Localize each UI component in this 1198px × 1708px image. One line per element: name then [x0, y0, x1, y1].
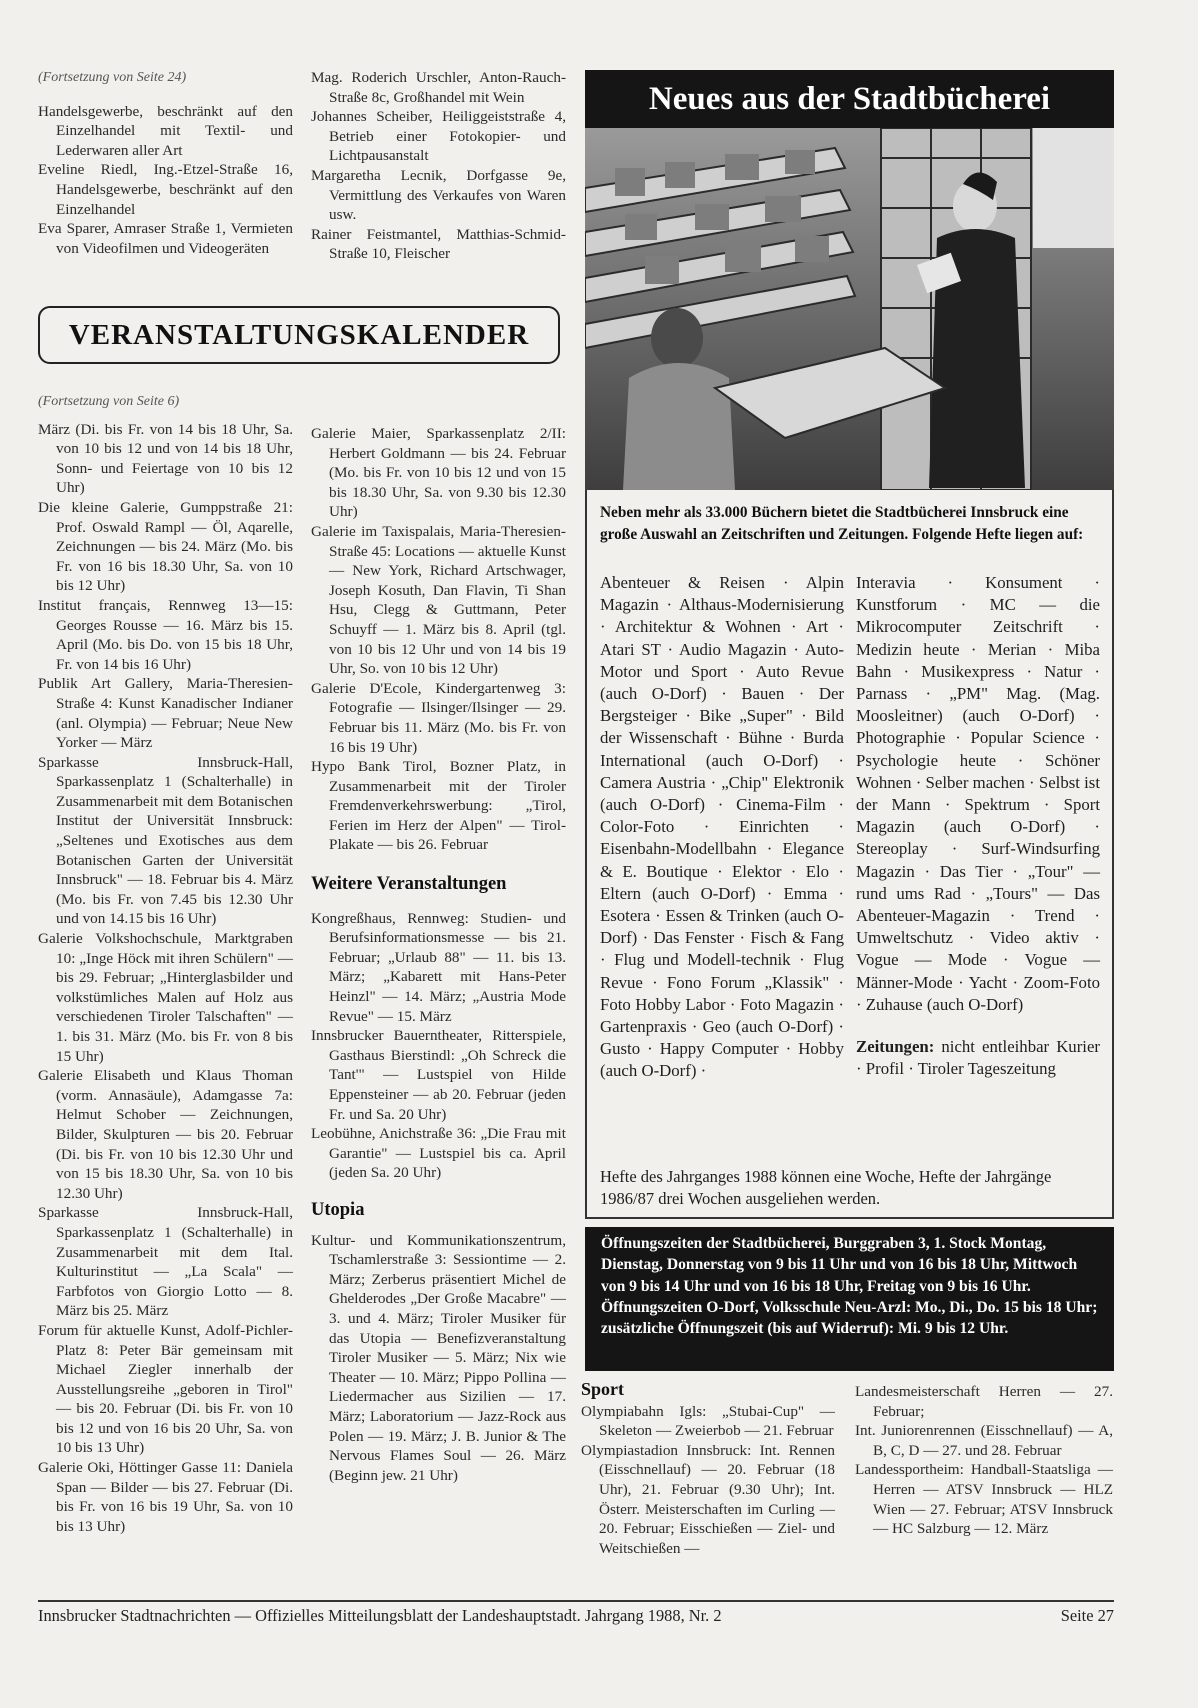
magazine-list-right-text: Interavia · Konsument · Kunstforum · MC — die Mikrocomputer Zeitschrift · Medizin heute · Merian · Miba Bahn · Musikexpress · Natur · Parnass · „PM" Mag. (Mag. Moosleitner) (auch O-Dorf) · Photographie · Popular Science · Psychologie heute · Schöner Wohnen · Selber machen · Selbst ist der Mann · Spektrum · Sport Magazin (auch O-Dorf) · Stereoplay · Surf-Windsurfing Magazin · Das Tier · „Tour" — rund ums Rad · „Tours" — Das Abenteuer-Magazin · Trend · Umweltschutz · Video aktiv · Vogue — Mode · Vogue — Männer-Mode · Yacht · Zoom-Foto · Zuhause (auch O-Dorf) [856, 573, 1100, 1014]
lending-notice: Hefte des Jahrganges 1988 können eine Woche, Hefte der Jahrgänge 1986/87 drei Wochen ausgeliehen werden. [600, 1167, 1052, 1208]
event-entry: Institut français, Rennweg 13—15: Georges Rousse — 16. März bis 15. April (Mo. bis Do. von 15 bis 18 Uhr, Fr. von 14 bis 16 Uhr) [38, 596, 293, 673]
opening-hours-box [585, 1227, 1114, 1371]
library-banner [585, 70, 1114, 128]
newspapers-text: nicht entleihbar Kurier · Profil · Tiroler Tageszeitung [856, 1037, 1100, 1079]
event-entry: Galerie Maier, Sparkassenplatz 2/II: Herbert Goldmann — bis 24. Februar (Mo. bis Fr. von 10 bis 12 und von 15 bis 18.30 Uhr, Sa. von 9.30 bis 12.30 Uhr) [311, 425, 566, 521]
footer-masthead: Innsbrucker Stadtnachrichten — Offizielles Mitteilungsblatt der Landeshauptstadt. Jahrgang 1988, Nr. 2 [38, 1606, 722, 1625]
registry-entry: Handelsgewerbe, beschränkt auf den Einzelhandel mit Textil- und Lederwaren aller Art [38, 102, 293, 159]
event-entry: Galerie D'Ecole, Kindergartenweg 3: Fotografie — Ilsinger/Ilsinger — 29. Februar bis 11. März (Mo. bis Fr. von 16 bis 19 Uhr) [311, 679, 566, 756]
event-entry: Leobühne, Anichstraße 36: „Die Frau mit Garantie" — Lustspiel bis ca. April (jeden Sa. 20 Uhr) [311, 1125, 566, 1182]
sport-entry: Landessportheim: Handball-Staatsliga — Herren — ATSV Innsbruck — HLZ Wien — 27. Februar; ATSV Innsbruck — HC Salzburg — 12. März [855, 1461, 1113, 1538]
continued-note: (Fortsetzung von Seite 6) [38, 394, 180, 409]
library-intro: Neben mehr als 33.000 Büchern bietet die Stadtbücherei Innsbruck eine große Auswahl an Zeitschriften und Zeitungen. Folgende Hefte liegen auf: [600, 504, 1084, 543]
event-entry: Sparkasse Innsbruck-Hall, Sparkassenplatz 1 (Schalterhalle) in Zusammenarbeit mit dem Ital. Kulturinstitut — „La Scala" — Farbfotos von Giorgio Lotto — 8. März bis 25. März [38, 1204, 293, 1320]
event-calendar-title-box [38, 306, 560, 364]
sport-entry: Olympiastadion Innsbruck: Int. Rennen (Eisschnellauf) — 20. Februar (18 Uhr), 21. Februar (9.30 Uhr); Int. Österr. Meisterschaften im Curling — 20. Februar; Eisschießen — Ziel- und Weitschießen — [581, 1441, 835, 1557]
event-entry: Galerie Elisabeth und Klaus Thoman (vorm. Annasäule), Adamgasse 7a: Helmut Schober — Zeichnungen, Bilder, Skulpturen — bis 20. Februar (Di. bis Fr. von 10 bis 12.30 Uhr und von 15 bis 18.30 Uhr, Sa. von 10 bis 12.30 Uhr) [38, 1067, 293, 1202]
library-banner-title: Neues aus der Stadtbücherei [648, 80, 1051, 117]
event-calendar-title: VERANSTALTUNGSKALENDER [68, 318, 530, 351]
registry-entry: Eva Sparer, Amraser Straße 1, Vermieten von Videofilmen und Videogeräten [38, 220, 293, 257]
magazine-list-left: Abenteuer & Reisen · Alpin Magazin · Althaus-Modernisierung · Architektur & Wohnen · Art · Atari ST · Audio Magazin · Auto-Motor und Sport · Auto Revue (auch O-Dorf) · Bauen · Der Bergsteiger · Bike „Super" · Bild der Wissenschaft · Bühne · Burda International (auch O-Dorf) · Camera Austria · „Chip" Elektronik (auch O-Dorf) · Cinema-Film · Color-Foto · Einrichten · Eisenbahn-Modellbahn · Elegance & E. Boutique · Elektor · Elo · Eltern (auch O-Dorf) · Emma · Esotera · Essen & Trinken (auch O-Dorf) · Das Fenster · Fisch & Fang · Flug und Modell-technik · Flug Revue · Fono Forum „Klassik" · Foto Hobby Labor · Foto Magazin · Gartenpraxis · Geo (auch O-Dorf) · Gusto · Happy Computer · Hobby (auch O-Dorf) · [600, 573, 844, 1081]
calendar-column-1 [38, 392, 293, 1536]
sport-heading: Sport [581, 1379, 625, 1399]
event-entry: Forum für aktuelle Kunst, Adolf-Pichler-Platz 8: Peter Bär gemeinsam mit Michael Ziegler innerhalb der Ausstellungsreihe „geboren in Tirol" — bis 20. Februar (Di. bis Fr. von 10 bis 12 und von 16 bis 20 Uhr, Sa. von 10 bis 13 Uhr) [38, 1321, 293, 1457]
top-left-column [38, 68, 293, 258]
event-entry: Innsbrucker Bauerntheater, Ritterspiele, Gasthaus Bierstindl: „Oh Schreck die Tant'" — Lustspiel von Hilde Eppensteiner — ab 20. Februar (jeden Fr. und Sa. 20 Uhr) [311, 1027, 566, 1123]
utopia-heading: Utopia [311, 1199, 365, 1220]
page-number: Seite 27 [1060, 1606, 1114, 1625]
calendar-column-2 [311, 424, 566, 1485]
sport-column-2 [855, 1382, 1113, 1539]
event-entry: Kultur- und Kommunikationszentrum, Tschamlerstraße 3: Sessiontime — 2. März; Zerberus präsentiert Michel de Ghelderodes „Der Große Macabre" — 3. und 4. März; Tiroler Musiker für das Utopia — Benefizveranstaltung Tiroler Musiker — 5. März; Nix wie Theater — 10. März; Pippo Pollina — Liedermacher aus Sizilien — 17. März; Laboratorium — Jazz-Rock aus Polen — 19. März; J. B. Junior & The Nervous Flames Soul — 26. März (Beginn jew. 21 Uhr) [311, 1231, 566, 1484]
newspapers-note [856, 1036, 1100, 1080]
opening-hours-main: Öffnungszeiten der Stadtbücherei, Burggraben 3, 1. Stock Montag, Dienstag, Donnerstag von 9 bis 11 Uhr und von 16 bis 18 Uhr, Mittwoch von 9 bis 14 Uhr und von 16 bis 18 Uhr, Freitag von 9 bis 16 Uhr. [601, 1235, 1078, 1295]
footer-rule [38, 1600, 1114, 1602]
event-entry: Galerie im Taxispalais, Maria-Theresien-Straße 45: Locations — aktuelle Kunst — New York, Richard Artschwager, Joseph Kosuth, Dan Flavin, Ti Shan Hsu, Clegg & Guttmann, Peter Schuyff — 1. März bis 8. April (tgl. von 10 bis 12 Uhr und von 14 bis 19 Uhr, So. von 10 bis 12 Uhr) [311, 522, 566, 678]
sport-entry: Olympiabahn Igls: „Stubai-Cup" — Skeleton — Zweierbob — 21. Februar [581, 1402, 835, 1440]
event-entry: Hypo Bank Tirol, Bozner Platz, in Zusammenarbeit mit der Tiroler Fremdenverkehrswerbung: „Tirol, Ferien im Herz der Alpen" — Tirol-Plakate — bis 26. Februar [311, 758, 566, 854]
event-entry: Galerie Volkshochschule, Marktgraben 10: „Inge Höck mit ihren Schülern" — bis 29. Februar; „Hinterglasbilder und volkstümliches Malen auf Holz aus verschiedenen Tiroler Talschaften" — 1. bis 31. März (Mo. bis Fr. von 8 bis 15 Uhr) [38, 930, 293, 1065]
event-entry: März (Di. bis Fr. von 14 bis 18 Uhr, Sa. von 10 bis 12 und von 14 bis 18 Uhr, Sonn- und Feiertage von 10 bis 12 Uhr) [38, 420, 293, 497]
registry-entry: Margaretha Lecnik, Dorfgasse 9e, Vermittlung des Verkaufes von Waren usw. [311, 166, 566, 224]
further-events-heading: Weitere Veranstaltungen [311, 874, 507, 895]
event-entry: Publik Art Gallery, Maria-Theresien-Straße 4: Kunst Kanadischer Indianer (anl. Olympia) — Februar; Neue New Yorker — März [38, 675, 293, 752]
registry-entry: Rainer Feistmantel, Matthias-Schmid-Straße 10, Fleischer [311, 225, 566, 263]
registry-entry: Mag. Roderich Urschler, Anton-Rauch-Straße 8c, Großhandel mit Wein [311, 69, 566, 106]
event-entry: Die kleine Galerie, Gumppstraße 21: Prof. Oswald Rampl — Öl, Aqarelle, Zeichnungen — bis 24. März (Mo. bis Fr. von 16 bis 18.30 Uhr, Sa. von 10 bis 12 Uhr) [38, 498, 293, 595]
continued-note: (Fortsetzung von Seite 24) [38, 70, 187, 85]
event-entry: Galerie Oki, Höttinger Gasse 11: Daniela Span — Bilder — bis 27. Februar (Di. bis Fr. von 16 bis 19 Uhr, Sa. von 10 bis 13 Uhr) [38, 1459, 293, 1535]
library-photo [585, 128, 1114, 490]
library-photo-illustration [585, 128, 1114, 490]
registry-entry: Johannes Scheiber, Heiliggeiststraße 4, Betrieb einer Fotokopier- und Lichtpausanstalt [311, 108, 566, 165]
registry-entry: Eveline Riedl, Ing.-Etzel-Straße 16, Handelsgewerbe, beschränkt auf den Einzelhandel [38, 161, 293, 218]
magazine-list-right [856, 572, 1100, 1080]
top-middle-column [311, 68, 566, 264]
event-entry: Sparkasse Innsbruck-Hall, Sparkassenplatz 1 (Schalterhalle) in Zusammenarbeit mit dem Botanischen Institut der Universität Innsbruck: „Seltenes und Exotisches aus dem Botanischen Garten der Universität Innsbruck" — 18. Februar bis 4. März (Mo. bis Fr. von 7.45 bis 12.30 Uhr und von 14.15 bis 16 Uhr) [38, 753, 293, 928]
opening-hours-odorf: Öffnungszeiten O-Dorf, Volksschule Neu-Arzl: Mo., Di., Do. 15 bis 18 Uhr; zusätzliche Öffnungszeit (bis auf Widerruf): Mi. 9 bis 12 Uhr. [601, 1298, 1098, 1338]
newspapers-label: Zeitungen: [856, 1037, 935, 1057]
sport-entry: Landesmeisterschaft Herren — 27. Februar; [855, 1383, 1113, 1420]
event-entry: Kongreßhaus, Rennweg: Studien- und Berufsinformationsmesse — bis 21. Februar; „Urlaub 88" — 11. bis 13. März; „Kabarett mit Hans-Peter Heinzl" — 14. März; „Austria Mode Revue" — 15. März [311, 909, 566, 1025]
sport-entry: Int. Juniorenrennen (Eisschnellauf) — A, B, C, D — 27. und 28. Februar [855, 1422, 1113, 1459]
sport-column-1 [581, 1380, 835, 1558]
